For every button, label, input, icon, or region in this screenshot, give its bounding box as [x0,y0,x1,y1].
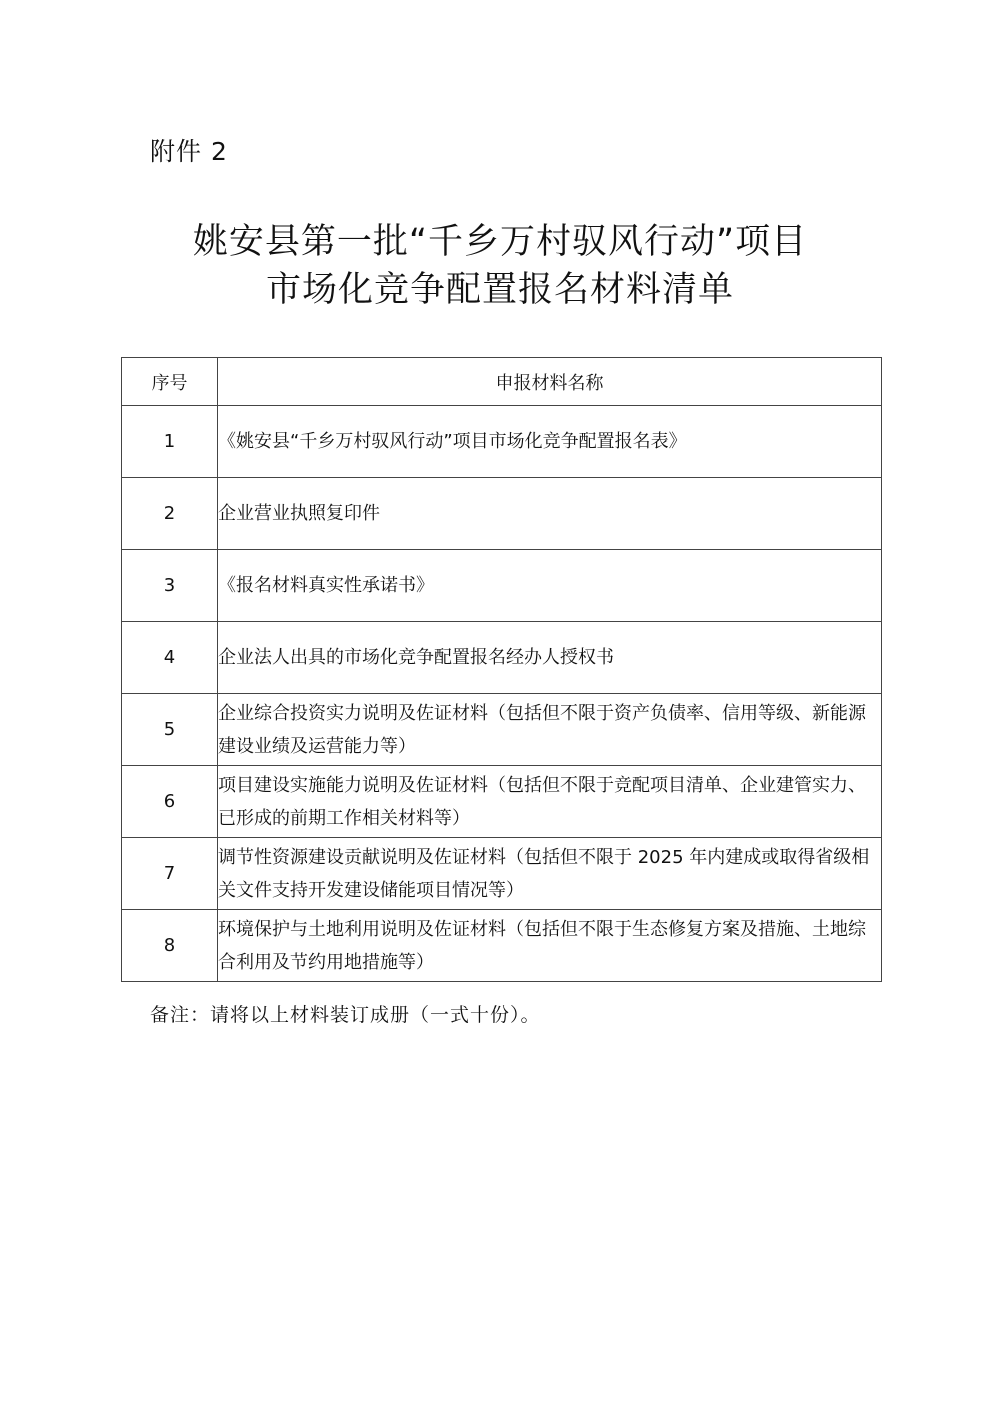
table-row [122,478,882,550]
material-name: 企业营业执照复印件 [218,478,882,550]
row-number: 8 [122,910,218,982]
document-title [0,218,1000,314]
row-number: 3 [122,550,218,622]
material-name: 《姚安县“千乡万村驭风行动”项目市场化竞争配置报名表》 [218,406,882,478]
material-name: 企业综合投资实力说明及佐证材料（包括但不限于资产负债率、信用等级、新能源建设业绩及运营能力等） [218,694,882,766]
materials-table [121,357,882,982]
attachment-label: 附件 2 [150,137,228,166]
table-row [122,694,882,766]
table-header-row [122,358,882,406]
row-number: 6 [122,766,218,838]
title-line-1: 姚安县第一批“千乡万村驭风行动”项目 [192,222,808,262]
table-row [122,550,882,622]
material-name: 《报名材料真实性承诺书》 [218,550,882,622]
header-name: 申报材料名称 [218,358,882,406]
row-number: 4 [122,622,218,694]
row-number: 5 [122,694,218,766]
header-no: 序号 [122,358,218,406]
remark-note: 备注：请将以上材料装订成册（一式十份）。 [150,1004,541,1026]
row-number: 1 [122,406,218,478]
table-row [122,910,882,982]
row-number: 2 [122,478,218,550]
title-line-2: 市场化竞争配置报名材料清单 [265,270,734,310]
material-name: 企业法人出具的市场化竞争配置报名经办人授权书 [218,622,882,694]
material-name: 项目建设实施能力说明及佐证材料（包括但不限于竞配项目清单、企业建管实力、已形成的前期工作相关材料等） [218,766,882,838]
table-row [122,406,882,478]
material-name: 调节性资源建设贡献说明及佐证材料（包括但不限于 2025 年内建成或取得省级相关文件支持开发建设储能项目情况等） [218,838,882,910]
material-name: 环境保护与土地利用说明及佐证材料（包括但不限于生态修复方案及措施、土地综合利用及节约用地措施等） [218,910,882,982]
row-number: 7 [122,838,218,910]
table-row [122,838,882,910]
table-row [122,766,882,838]
table-row [122,622,882,694]
